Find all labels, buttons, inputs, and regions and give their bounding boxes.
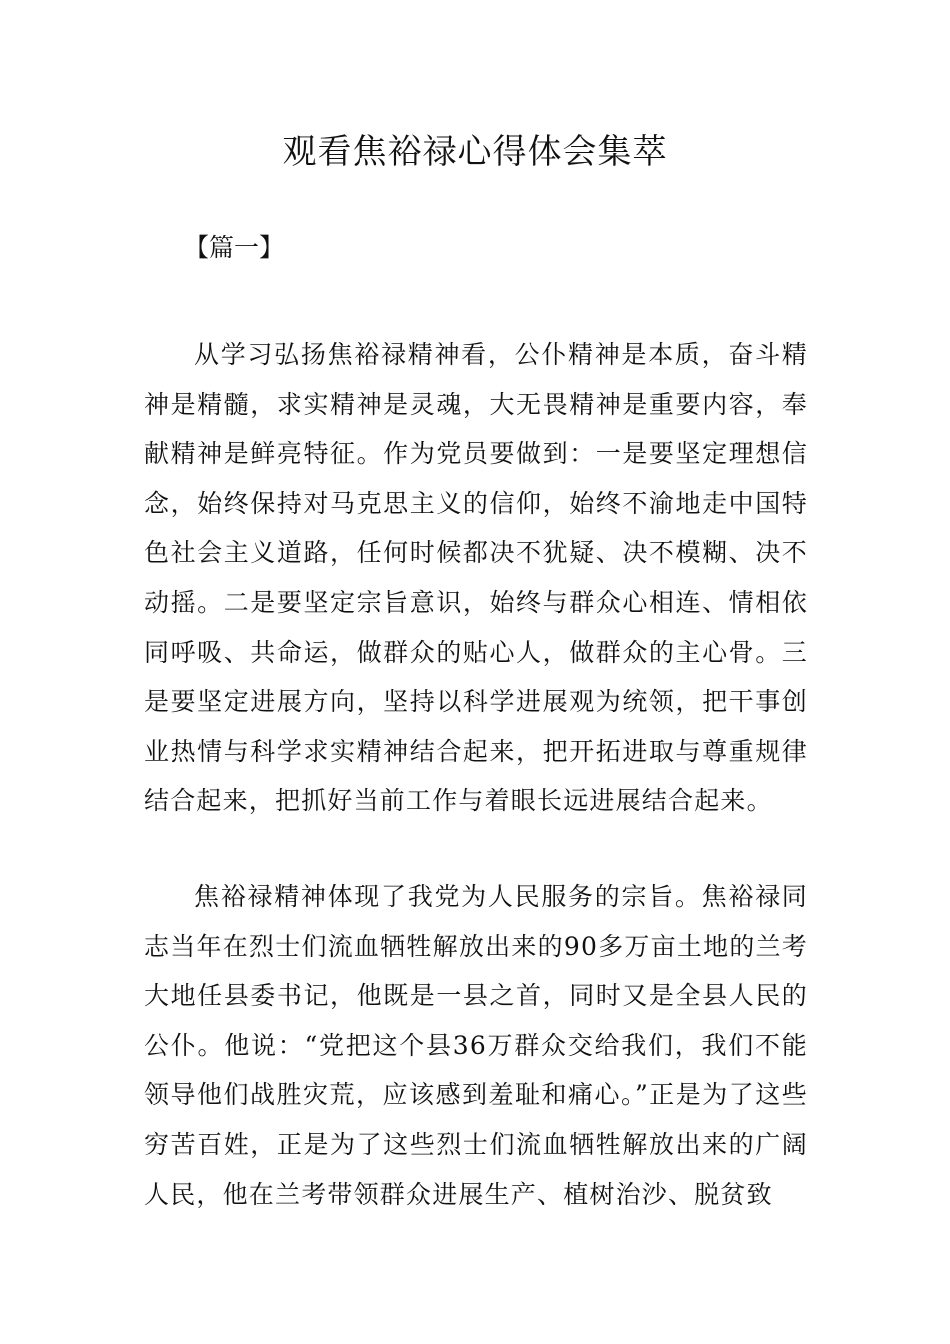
- document-title: 观看焦裕禄心得体会集萃: [282, 132, 668, 172]
- paragraph-2: 焦裕禄精神体现了我党为人民服务的宗旨。焦裕禄同志当年在烈士们流血牺牲解放出来的90多万亩土地的兰考大地任县委书记，他既是一县之首，同时又是全县人民的公仆。他说：“党把这个县36万群众交给我们，我们不能领导他们战胜灾荒，应该感到羞耻和痛心。”正是为了这些穷苦百姓，正是为了这些烈士们流血牺牲解放出来的广阔人民，他在兰考带领群众进展生产、植树治沙、脱贫致: [144, 882, 808, 1209]
- section-heading: 【篇一】: [184, 233, 285, 262]
- paragraph-1: 从学习弘扬焦裕禄精神看，公仆精神是本质，奋斗精神是精髓，求实精神是灵魂，大无畏精神是重要内容，奉献精神是鲜亮特征。作为党员要做到：一是要坚定理想信念，始终保持对马克思主义的信仰，始终不渝地走中国特色社会主义道路，任何时候都决不犹疑、决不模糊、决不动摇。二是要坚定宗旨意识，始终与群众心相连、情相依同呼吸、共命运，做群众的贴心人，做群众的主心骨。三是要坚定进展方向，坚持以科学进展观为统领，把干事创业热情与科学求实精神结合起来，把开拓进取与尊重规律结合起来，把抓好当前工作与着眼长远进展结合起来。: [144, 340, 808, 816]
